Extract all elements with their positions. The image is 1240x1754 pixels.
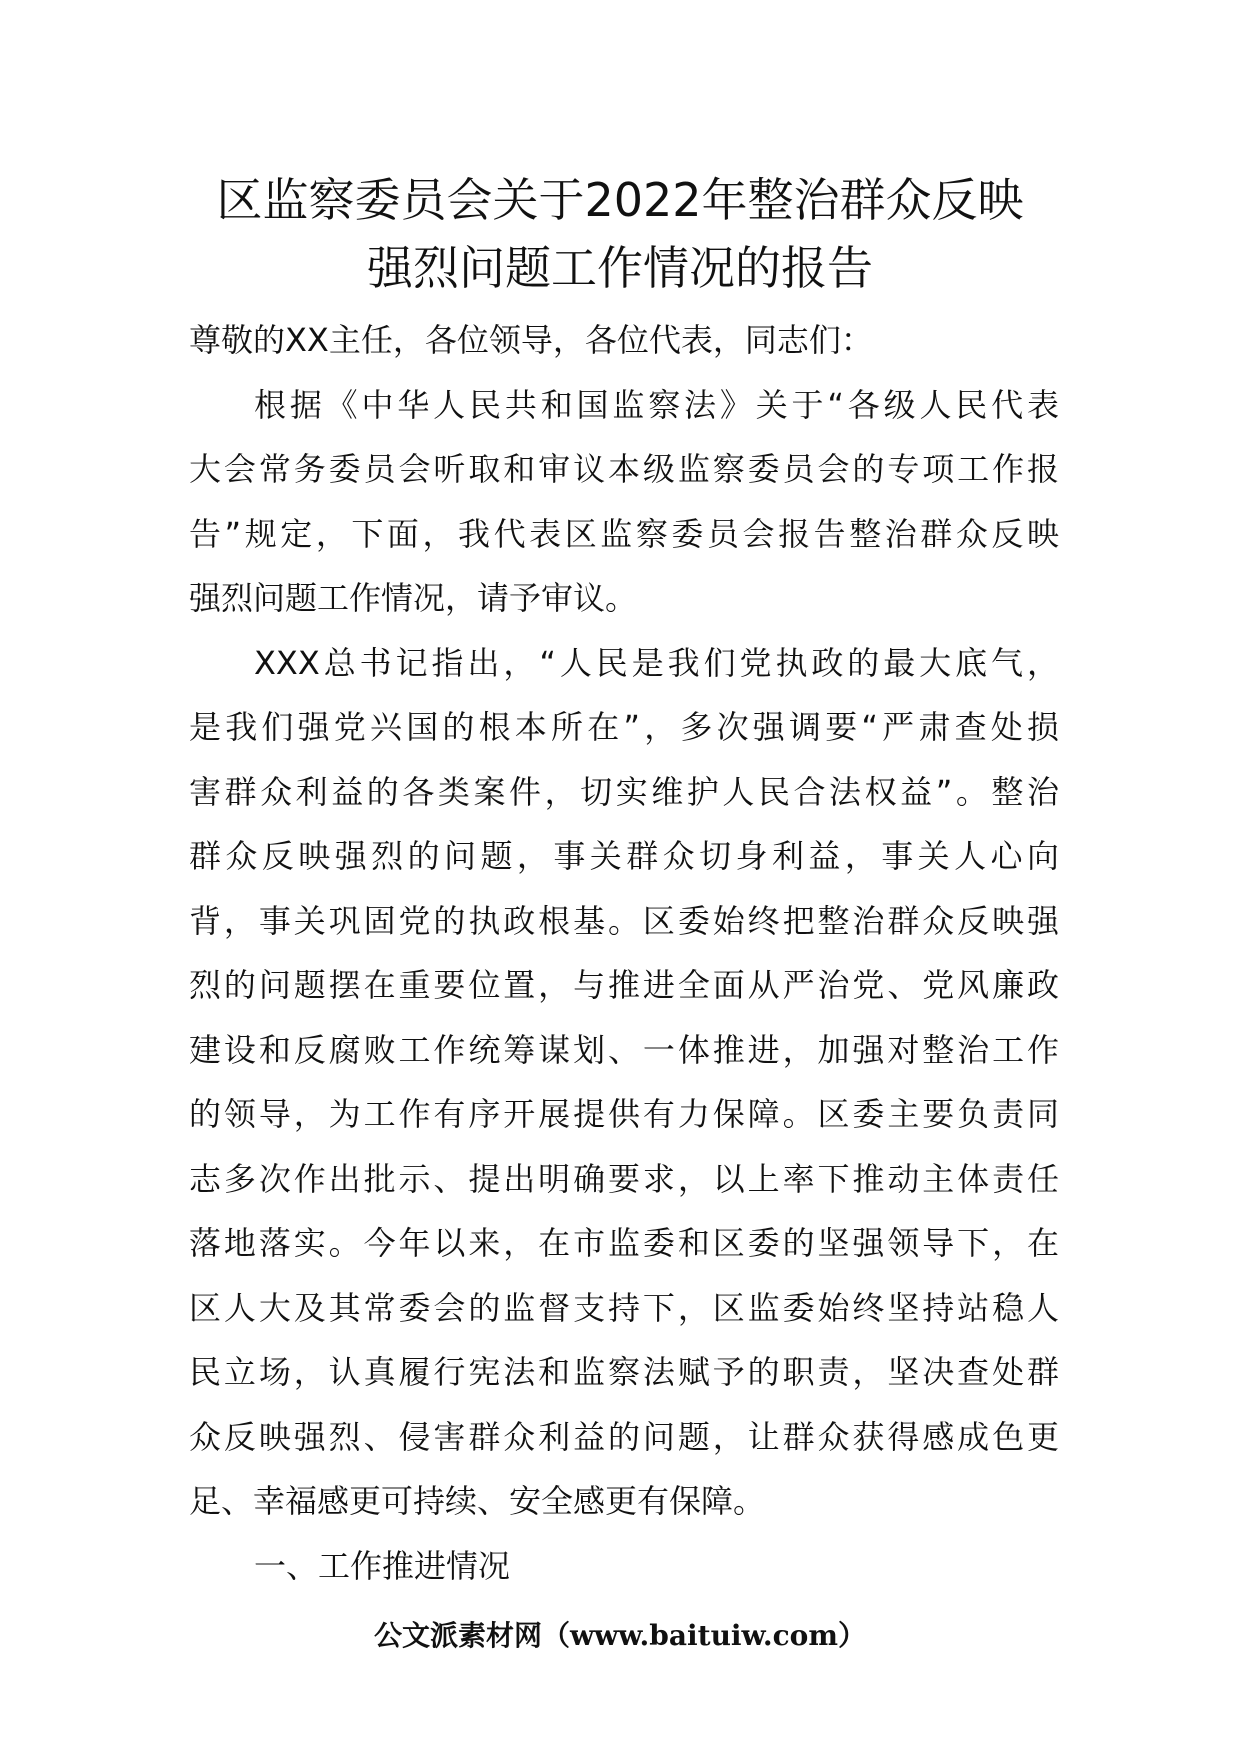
text-line: 烈的问题摆在重要位置，与推进全面从严治党、党风廉政 [189, 966, 1059, 1004]
document-body [189, 308, 1059, 1598]
text-line: 大会常务委员会听取和审议本级监察委员会的专项工作报 [189, 450, 1059, 488]
text-line: 落地落实。今年以来，在市监委和区委的坚强领导下，在 [189, 1224, 1059, 1262]
title-line-2: 强烈问题工作情况的报告 [367, 241, 873, 295]
text-line: 建设和反腐败工作统筹谋划、一体推进，加强对整治工作 [189, 1030, 1059, 1069]
paragraph-1 [189, 373, 1059, 631]
text-line: 根据《中华人民共和国监察法》关于“各级人民代表 [254, 385, 1059, 424]
text-line: 强烈问题工作情况，请予审议。 [189, 579, 638, 617]
text-line: 告”规定，下面，我代表区监察委员会报告整治群众反映 [189, 514, 1059, 553]
text-line: 群众反映强烈的问题，事关群众切身利益，事关人心向 [189, 837, 1059, 875]
text-line: 是我们强党兴国的根本所在”，多次强调要“严肃查处损 [189, 708, 1059, 746]
salutation: 尊敬的XX主任，各位领导，各位代表，同志们： [189, 321, 873, 359]
title-line-1: 区监察委员会关于2022年整治群众反映 [216, 173, 1024, 227]
text-line: 民立场，认真履行宪法和监察法赋予的职责，坚决查处群 [189, 1353, 1059, 1391]
text-line: 区人大及其常委会的监督支持下，区监委始终坚持站稳人 [189, 1288, 1059, 1327]
document-title [150, 166, 1090, 302]
text-line: 足、幸福感更可持续、安全感更有保障。 [189, 1482, 766, 1520]
text-line: 害群众利益的各类案件，切实维护人民合法权益”。整治 [189, 772, 1059, 811]
text-line: 志多次作出批示、提出明确要求，以上率下推动主体责任 [189, 1159, 1059, 1198]
section-heading: 一、工作推进情况 [254, 1546, 511, 1585]
text-line: 的领导，为工作有序开展提供有力保障。区委主要负责同 [189, 1095, 1059, 1133]
footer-watermark: 公文派素材网（www.baituiw.com） [374, 1619, 866, 1652]
paragraph-2 [189, 631, 1059, 1534]
text-line: 众反映强烈、侵害群众利益的问题，让群众获得感成色更 [189, 1417, 1059, 1456]
text-line: XXX总书记指出，“人民是我们党执政的最大底气， [254, 643, 1059, 682]
text-line: 背，事关巩固党的执政根基。区委始终把整治群众反映强 [189, 901, 1059, 940]
